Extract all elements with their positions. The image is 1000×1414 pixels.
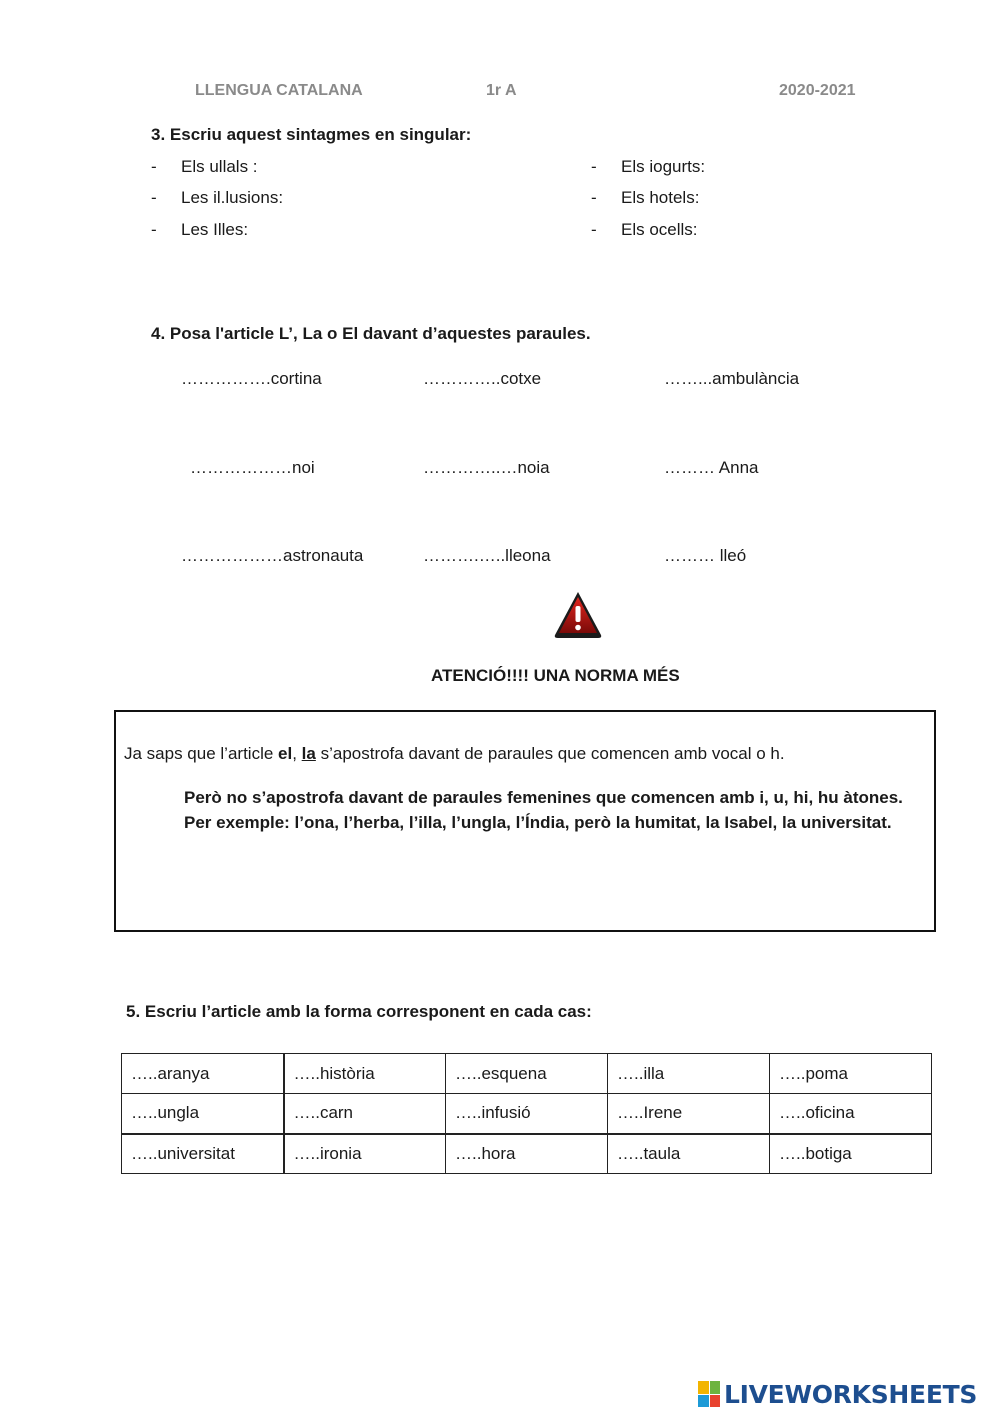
table-cell: …..botiga	[770, 1134, 932, 1174]
rule-intro-comma: ,	[292, 744, 302, 763]
q3-right-item	[591, 220, 698, 240]
rule-intro-text: Ja saps que l’article	[124, 744, 279, 763]
dash: -	[591, 188, 597, 207]
table-cell: …..illa	[608, 1054, 770, 1094]
dash: -	[591, 157, 597, 176]
q3-left-label: Les Illes:	[181, 220, 249, 239]
dash: -	[151, 220, 157, 239]
q3-right-item	[591, 157, 705, 177]
rule-intro-rest: s’apostrofa davant de paraules que comencen amb vocal o h.	[315, 744, 785, 763]
liveworksheets-logo[interactable]	[698, 1379, 977, 1409]
table-cell: …..poma	[770, 1054, 932, 1094]
table-cell: …..història	[284, 1054, 446, 1094]
header-group: 1r A	[486, 82, 517, 99]
q4-title: 4. Posa l'article L’, La o El davant d’aquestes paraules.	[151, 324, 591, 343]
q3-left-item	[151, 188, 283, 208]
q4-item: ……… lleó	[664, 546, 747, 565]
q3-right-label: Els ocells:	[621, 220, 698, 239]
q3-left-item	[151, 220, 248, 240]
articles-table	[121, 1053, 932, 1174]
q3-right-item	[591, 188, 699, 208]
q3-left-label: Les il.lusions:	[181, 188, 284, 207]
rule-box	[114, 710, 936, 932]
table-cell: …..ungla	[122, 1094, 284, 1134]
q3-left-item	[151, 157, 258, 177]
table-row	[122, 1094, 932, 1134]
table-row	[122, 1134, 932, 1174]
q4-item: ……… Anna	[664, 458, 759, 477]
header-subject: LLENGUA CATALANA	[195, 82, 363, 99]
warning-icon	[552, 589, 604, 641]
table-cell: …..oficina	[770, 1094, 932, 1134]
q4-item: …………….cortina	[181, 369, 322, 388]
q4-item: …………..cotxe	[423, 369, 542, 388]
table-cell: …..ironia	[284, 1134, 446, 1174]
logo-mark-icon	[698, 1381, 720, 1407]
table-cell: …..taula	[608, 1134, 770, 1174]
warning-title: ATENCIÓ!!!! UNA NORMA MÉS	[431, 666, 680, 685]
q3-right-label: Els hotels:	[621, 188, 700, 207]
q3-right-label: Els iogurts:	[621, 157, 706, 176]
q3-title: 3. Escriu aquest sintagmes en singular:	[151, 125, 472, 144]
q3-left-label: Els ullals :	[181, 157, 258, 176]
rule-exception: Però no s’apostrofa davant de paraules femenines que comencen amb i, u, hi, hu àtones. Per exemple: l’ona, l’herba, l’illa, l’ungla, l’Índia, però la humitat, la Isabel, la universitat.	[184, 788, 903, 832]
q4-item: ……...ambulància	[664, 369, 800, 388]
table-row	[122, 1054, 932, 1094]
dash: -	[591, 220, 597, 239]
rule-intro	[124, 744, 785, 764]
table-cell: …..infusió	[446, 1094, 608, 1134]
table-cell: …..aranya	[122, 1054, 284, 1094]
table-cell: …..carn	[284, 1094, 446, 1134]
q4-item: ………………astronauta	[181, 546, 364, 565]
q4-item: ………………noi	[190, 458, 315, 477]
table-cell: …..universitat	[122, 1134, 284, 1174]
dash: -	[151, 188, 157, 207]
article-el: el	[278, 744, 293, 763]
header-year: 2020-2021	[779, 82, 856, 99]
article-la: la	[301, 744, 316, 763]
q4-item: …………..…noia	[423, 458, 550, 477]
table-cell: …..hora	[446, 1134, 608, 1174]
logo-text: LIVEWORKSHEETS	[724, 1379, 978, 1409]
dash: -	[151, 157, 157, 176]
table-cell: …..Irene	[608, 1094, 770, 1134]
q4-item: ……….…..lleona	[423, 546, 551, 565]
q5-title: 5. Escriu l’article amb la forma corresponent en cada cas:	[126, 1002, 592, 1021]
table-cell: …..esquena	[446, 1054, 608, 1094]
